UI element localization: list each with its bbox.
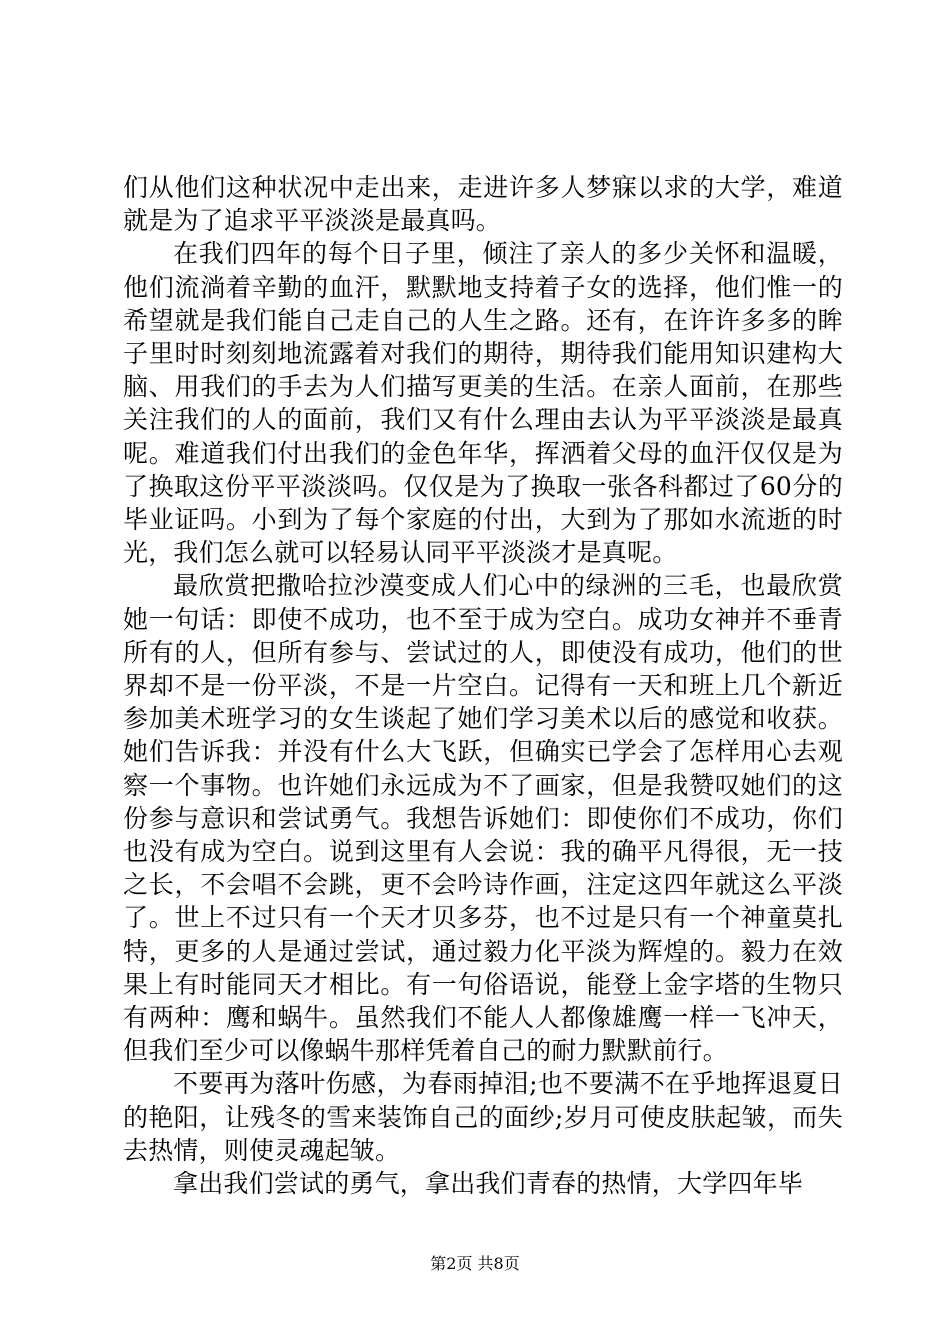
paragraph-2: 在我们四年的每个日子里，倾注了亲人的多少关怀和温暖，他们流淌着辛勤的血汗，默默地支持着子女的选择，他们惟一的希望就是我们能自己走自己的人生之路。还有，在许许多多的眸子里时时刻刻地流露着对我们的期待，期待我们能用知识建构大脑、用我们的手去为人们描写更美的生活。在亲人面前，在那些关注我们的人的面前，我们又有什么理由去认为平平淡淡是最真呢。难道我们付出我们的金色年华，挥洒着父母的血汗仅仅是为了换取这份平平淡淡吗。仅仅是为了换取一张各科都过了60分的毕业证吗。小到为了每个家庭的付出，大到为了那如水流逝的时光，我们怎么就可以轻易认同平平淡淡才是真呢。 <box>123 239 843 568</box>
document-body <box>123 171 843 1200</box>
paragraph-3: 最欣赏把撒哈拉沙漠变成人们心中的绿洲的三毛，也最欣赏她一句话：即使不成功，也不至于成为空白。成功女神并不垂青所有的人，但所有参与、尝试过的人，即使没有成功，他们的世界却不是一份平淡，不是一片空白。记得有一天和班上几个新近参加美术班学习的女生谈起了她们学习美术以后的感觉和收获。她们告诉我：并没有什么大飞跃，但确实已学会了怎样用心去观察一个事物。也许她们永远成为不了画家，但是我赞叹她们的这份参与意识和尝试勇气。我想告诉她们：即使你们不成功，你们也没有成为空白。说到这里有人会说：我的确平凡得很，无一技之长，不会唱不会跳，更不会吟诗作画，注定这四年就这么平淡了。世上不过只有一个天才贝多芬，也不过是只有一个神童莫扎特，更多的人是通过尝试，通过毅力化平淡为辉煌的。毅力在效果上有时能同天才相比。有一句俗语说，能登上金字塔的生物只有两种：鹰和蜗牛。虽然我们不能人人都像雄鹰一样一飞冲天，但我们至少可以像蜗牛那样凭着自己的耐力默默前行。 <box>123 571 843 1066</box>
paragraph-5: 拿出我们尝试的勇气，拿出我们青春的热情，大学四年毕 <box>173 1169 804 1199</box>
paragraph-4: 不要再为落叶伤感，为春雨掉泪;也不要满不在乎地挥退夏日的艳阳，让残冬的雪来装饰自己的面纱;岁月可使皮肤起皱，而失去热情，则使灵魂起皱。 <box>123 1069 843 1165</box>
page-footer: 第2页 共8页 <box>430 1254 520 1273</box>
paragraph-1: 们从他们这种状况中走出来，走进许多人梦寐以求的大学，难道就是为了追求平平淡淡是最真吗。 <box>123 173 843 236</box>
